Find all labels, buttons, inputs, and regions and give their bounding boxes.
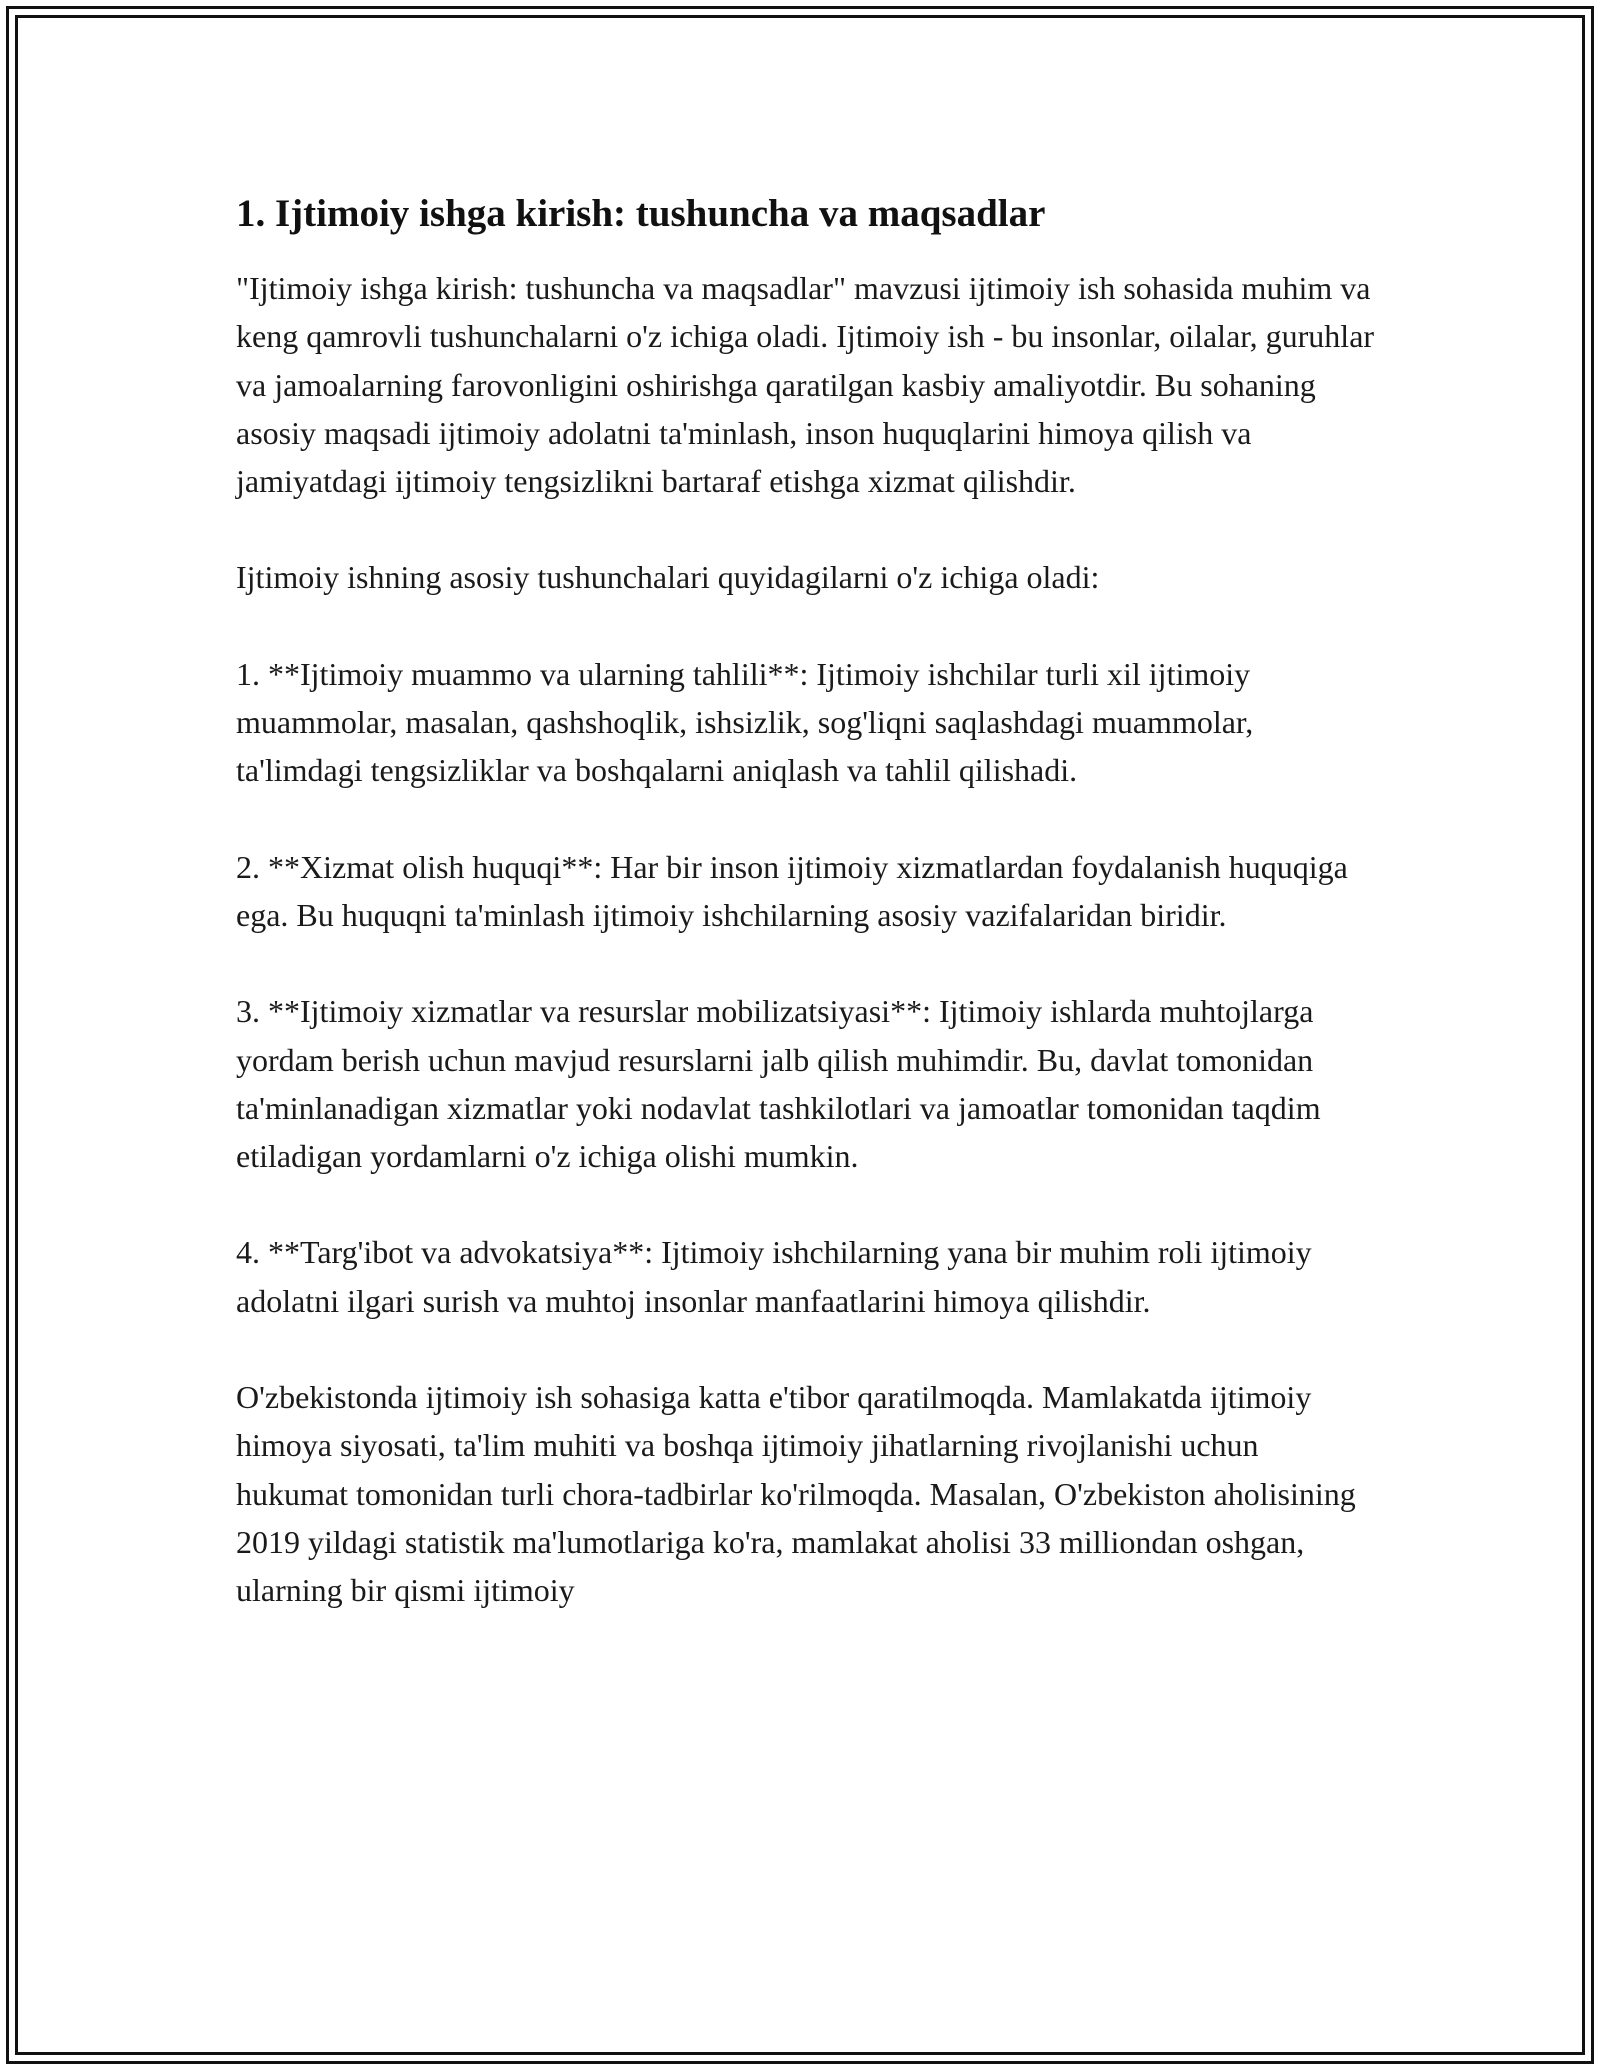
section-heading: 1. Ijtimoiy ishga kirish: tushuncha va maqsadlar [236,192,1046,235]
list-item-2: 2. **Xizmat olish huquqi**: Har bir inson ijtimoiy xizmatlardan foydalanish huquqiga ega. Bu huquqni ta'minlash ijtimoiy ishchilarning asosiy vazifalaridan biridir. [236,848,1348,933]
uzbekistan-paragraph: O'zbekistonda ijtimoiy ish sohasiga katta e'tibor qaratilmoqda. Mamlakatda ijtimoiy himoya siyosati, ta'lim muhiti va boshqa ijtimoiy jihatlarning rivojlanishi uchun hukumat tomonidan turli chora-tadbirlar ko'rilmoqda. Masalan, O'zbekiston aholisining 2019 yildagi statistik ma'lumotlariga ko'ra, mamlakat aholisi 33 milliondan oshgan, ularning bir qismi ijtimoiy [236,1379,1356,1609]
list-item-3: 3. **Ijtimoiy xizmatlar va resurslar mobilizatsiyasi**: Ijtimoiy ishlarda muhtojlarga yordam berish uchun mavjud resurslarni jalb qilish muhimdir. Bu, davlat tomonidan ta'minlanadigan xizmatlar yoki nodavlat tashkilotlari va jamoatlar tomonidan taqdim etiladigan yordamlarni o'z ichiga olishi mumkin. [236,993,1321,1175]
intro-paragraph: "Ijtimoiy ishga kirish: tushuncha va maqsadlar" mavzusi ijtimoiy ish sohasida muhim va keng qamrovli tushunchalarni o'z ichiga oladi. Ijtimoiy ish - bu insonlar, oilalar, guruhlar va jamoalarning farovonligini oshirishga qaratilgan kasbiy amaliyotdir. Bu sohaning asosiy maqsadi ijtimoiy adolatni ta'minlash, inson huquqlarini himoya qilish va jamiyatdagi ijtimoiy tengsizlikni bartaraf etishga xizmat qilishdir. [236,270,1375,500]
list-item-4: 4. **Targ'ibot va advokatsiya**: Ijtimoiy ishchilarning yana bir muhim roli ijtimoiy adolatni ilgari surish va muhtoj insonlar manfaatlarini himoya qilishdir. [236,1234,1312,1319]
document-body [236,188,1376,1663]
list-item-1: 1. **Ijtimoiy muammo va ularning tahlili**: Ijtimoiy ishchilar turli xil ijtimoiy muammolar, masalan, qashshoqlik, ishsizlik, sog'liqni saqlashdagi muammolar, ta'limdagi tengsizliklar va boshqalarni aniqlash va tahlil qilishadi. [236,655,1254,789]
concepts-lead-paragraph: Ijtimoiy ishning asosiy tushunchalari quyidagilarni o'z ichiga oladi: [236,559,1100,596]
